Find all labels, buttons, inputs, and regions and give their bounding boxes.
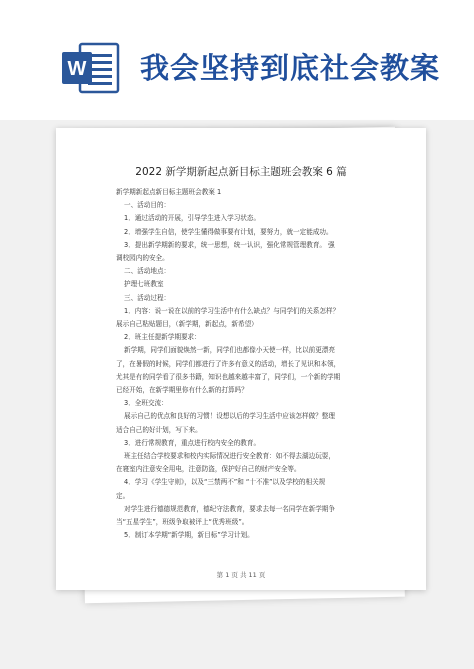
svg-text:W: W bbox=[67, 58, 87, 80]
paragraph-line: 展示自己的优点和良好的习惯！设想以后的学习生活中应该怎样做？整理 bbox=[124, 412, 335, 421]
paragraph-line: 4．学习《学生守则》，以及“三禁两不”和 “十不准”以及学校的相关规 bbox=[124, 478, 326, 487]
paragraph-line: 护理七班教室 bbox=[124, 280, 164, 289]
paragraph-line: 3．全班交流： bbox=[124, 399, 168, 408]
word-document-icon bbox=[62, 42, 120, 94]
paragraph-line: 新学期新起点新目标主题班会教案 1 bbox=[116, 188, 222, 196]
paragraph-line: 2．增强学生自信，使学生懂得做事要有计划，要努力，就一定能成功。 bbox=[124, 227, 333, 236]
document-body bbox=[116, 186, 386, 542]
paragraph-line: 适合自己的好计划，写下来。 bbox=[116, 425, 202, 434]
paragraph-line: 三、活动过程： bbox=[124, 293, 171, 302]
page-footer: 第 1 页 共 11 页 bbox=[216, 571, 266, 579]
paragraph-line: 展示自己粘贴题目，（新学期，新起点，新希望） bbox=[116, 320, 258, 329]
paragraph-line: 已经开始，在新学期里你有什么新的打算吗？ bbox=[116, 386, 248, 395]
paragraph-line: 二、活动地点： bbox=[124, 267, 171, 276]
paragraph-line: 对学生进行德德规范教育，德纪守法教育，要求去每一名同学在新学期争 bbox=[124, 504, 335, 513]
paragraph-line: 3．提出新学期新的要求，统一思想，统一认识，强化常规管理教育。 强 bbox=[124, 240, 335, 249]
paragraph-line: 了，在暑假的时候，同学们都进行了许多有意义的活动，增长了见识和本领， bbox=[116, 359, 341, 368]
paragraph-line: 调校园内的安全。 bbox=[116, 254, 169, 263]
paragraph-line: 2．班主任提新学期要求： bbox=[124, 333, 201, 342]
banner-title: 我会坚持到底社会教案 bbox=[140, 51, 441, 85]
paragraph-line: 当“五星学生”，班级争取被评上“优秀班级”。 bbox=[116, 518, 249, 527]
paragraph-line: 3．进行常规教育，重点进行校内安全的教育。 bbox=[124, 438, 261, 447]
paragraph-line: 尤其是有的同学看了很多书籍，知识也越来越丰富了，同学们，一个新的学期 bbox=[116, 372, 341, 381]
banner bbox=[0, 0, 474, 120]
paragraph-line: 1．内容：说一说在以前的学习生活中有什么缺点？与同学们的关系怎样？ bbox=[124, 306, 340, 315]
paragraph-line: 1．通过活动的开展，引导学生进入学习状态。 bbox=[124, 214, 261, 223]
paragraph-line: 班主任结合学校要求和校内实际情况进行安全教育：如不得去湖边玩耍， bbox=[124, 452, 335, 461]
paragraph-line: 5．制订本学期“新学期，新目标”学习计划。 bbox=[124, 531, 254, 540]
paragraph-line: 定。 bbox=[116, 491, 130, 500]
paragraph-line: 新学期，同学们面貌焕然一新，同学们也都像小天使一样，比以前更漂亮 bbox=[124, 346, 335, 355]
paragraph-line: 在寝室内注意安全用电，注意防盗，保护好自己的财产安全等。 bbox=[116, 465, 301, 474]
paragraph-line: 一、活动目的： bbox=[124, 201, 171, 210]
document-title: 2022 新学期新起点新目标主题班会教案 6 篇 bbox=[135, 166, 347, 178]
document-page bbox=[56, 128, 426, 590]
